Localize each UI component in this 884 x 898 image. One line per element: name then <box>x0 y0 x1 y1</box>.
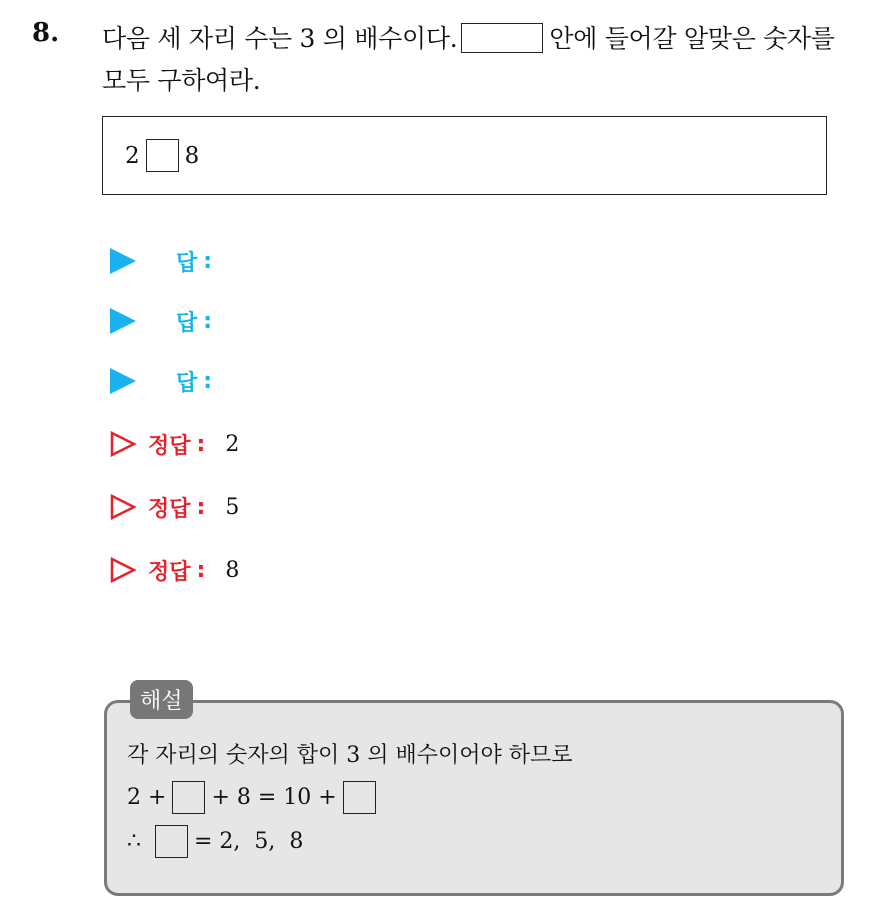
explanation-blank-box <box>343 781 376 814</box>
question-text <box>102 18 874 102</box>
answer-row[interactable] <box>110 301 212 341</box>
outline-triangle-icon <box>110 494 136 520</box>
explanation-result: = 2, 5, 8 <box>194 828 304 854</box>
explanation-line-3 <box>127 819 821 863</box>
question-text-part1: 다음 세 자리 수는 3 의 배수이다. <box>102 24 458 53</box>
correct-colon: : <box>196 494 206 520</box>
correct-colon: : <box>196 431 206 457</box>
answer-row[interactable] <box>110 241 212 281</box>
correct-label: 정답 <box>148 559 191 585</box>
therefore-symbol: ∴ <box>127 828 141 854</box>
outline-triangle-icon <box>110 557 136 583</box>
explanation-box <box>104 700 844 896</box>
explanation-line-2-start: 2 + <box>127 784 167 810</box>
answer-row[interactable] <box>110 361 212 401</box>
answer-label: 답 <box>176 310 198 336</box>
explanation-tag: 해설 <box>130 680 193 719</box>
condition-first-digit: 2 <box>125 142 140 169</box>
question-number: 8. <box>32 18 60 48</box>
explanation-blank-box <box>155 825 188 858</box>
explanation-line-1: 각 자리의 숫자의 합이 3 의 배수이어야 하므로 <box>127 742 573 768</box>
correct-value: 8 <box>225 557 240 583</box>
answer-colon: : <box>203 308 213 334</box>
correct-answer-row <box>110 487 239 527</box>
question-text-part2: 안에 들어갈 알맞은 숫자를 <box>549 24 835 53</box>
outline-triangle-icon <box>110 431 136 457</box>
answer-colon: : <box>203 248 213 274</box>
question-line-1 <box>102 18 874 60</box>
answer-label: 답 <box>176 250 198 276</box>
condition-box <box>102 116 827 195</box>
inline-blank-box <box>461 23 543 53</box>
correct-colon: : <box>196 557 206 583</box>
condition-last-digit: 8 <box>184 142 200 169</box>
condition-blank-box <box>146 139 179 172</box>
correct-answer-row <box>110 424 239 464</box>
question-line-2: 모두 구하여라. <box>102 66 261 95</box>
correct-label: 정답 <box>148 433 191 459</box>
answer-colon: : <box>203 368 213 394</box>
play-triangle-icon <box>110 308 136 334</box>
correct-value: 5 <box>225 494 240 520</box>
explanation-blank-box <box>172 781 205 814</box>
correct-label: 정답 <box>148 496 191 522</box>
play-triangle-icon <box>110 368 136 394</box>
explanation-line-2 <box>127 775 821 819</box>
explanation-line-2-mid: + 8 = 10 + <box>211 784 337 810</box>
play-triangle-icon <box>110 248 136 274</box>
correct-value: 2 <box>225 431 240 457</box>
answer-label: 답 <box>176 370 198 396</box>
correct-answer-row <box>110 550 239 590</box>
